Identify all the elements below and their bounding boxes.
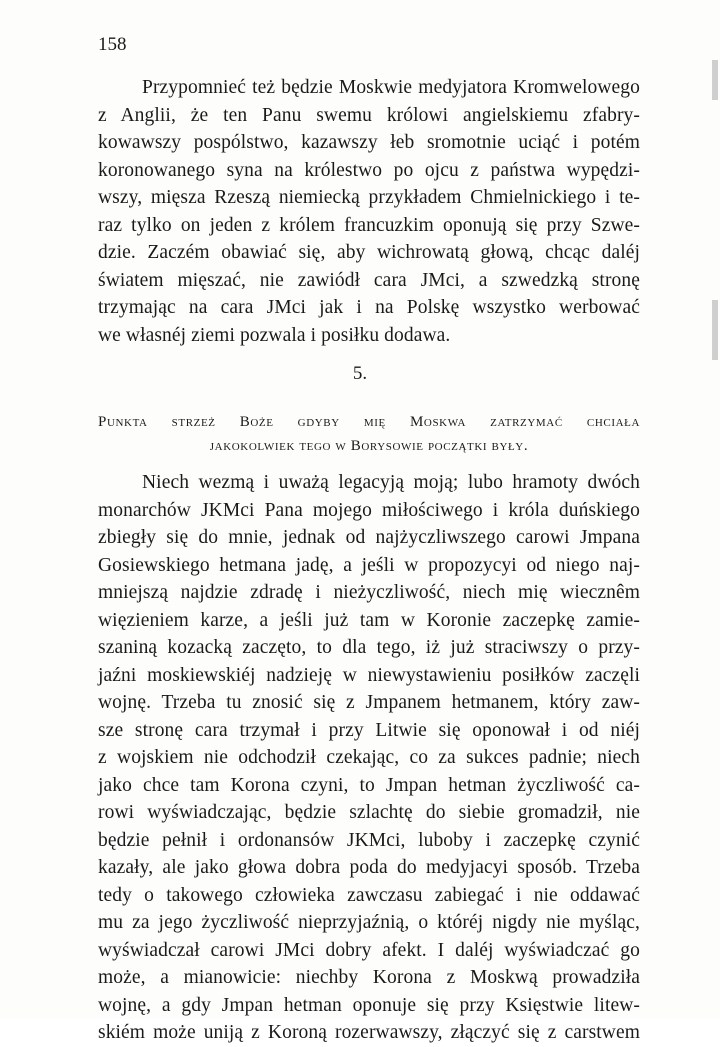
text-line: Gosiewskiego hetmana jadę, a jeśli w propozycyi od niego naj- xyxy=(98,554,640,576)
text-line: trzymając na cara JMci jak i na Polskę wszystko werbować xyxy=(98,297,640,318)
text-line: zbiegły się do mnie, jednak od najżyczliwszego carowi Jmpana xyxy=(98,527,640,548)
section-heading xyxy=(98,410,640,458)
heading-line: jakokolwiek tego w Borysowie początki były. xyxy=(209,438,529,454)
heading-line: Punkta strzeż Boże gdyby mię Moskwa zatrzymać chciała xyxy=(98,414,640,430)
text-line: mu za jego życzliwość nieprzyjaźnią, o któréj nigdy nie myśląc, xyxy=(98,912,640,933)
text-line: Niech wezmą i uważą legacyją moją; lubo hramoty dwóch xyxy=(142,472,640,493)
text-line: wszy, mięsza Rzeszą niemiecką przykładem Chmielnickiego i te- xyxy=(98,187,640,208)
text-line: więzieniem karze, a jeśli już tam w Koronie zaczepkę zamie- xyxy=(98,609,640,631)
text-line: rowi wyświadczając, będzie szlachtę do siebie gromadził, nie xyxy=(98,802,640,823)
text-line: Przypomnieć też będzie Moskwie medyjatora Kromwelowego xyxy=(142,77,640,98)
text-line: z Anglii, że ten Panu swemu królowi angielskiemu zfabry- xyxy=(98,104,640,126)
text-line: monarchów JKMci Pana mojego miłościwego i króla duńskiego xyxy=(98,499,640,521)
text-line: kowawszy pospólstwo, kazawszy łeb sromotnie uciąć i potém xyxy=(98,132,640,153)
text-line: z wojskiem nie odchodził czekając, co za sukces padnie; niech xyxy=(98,747,640,768)
text-line: raz tylko on jeden z królem francuzkim oponują się przy Szwe- xyxy=(98,214,640,236)
text-line: jaźni moskiewskiéj nadzieję w niewystawieniu posiłków zaczęli xyxy=(98,664,640,686)
text-line: we własnéj ziemi pozwala i posiłku dodawa. xyxy=(98,324,451,346)
text-line: mniejszą najdzie zdradę i nieżyczliwość, niech mię wiecznêm xyxy=(98,582,640,603)
page-edge-shadow xyxy=(712,60,718,100)
text-line: koronowanego syna na królestwo po ojcu z państwa wypędzi- xyxy=(98,159,640,181)
text-line: wojnę. Trzeba tu znosić się z Jmpanem hetmanem, który zaw- xyxy=(98,692,640,713)
text-line: tedy o takowego człowieka zawczasu zabiegać i nie oddawać xyxy=(98,884,640,906)
text-line: skiém może uniją z Koroną rozerwawszy, złączyć się z carstwem xyxy=(98,1022,640,1043)
text-line: wyświadczał carowi JMci dobry afekt. I daléj wyświadczać go xyxy=(98,939,640,961)
text-line: światem mięszać, nie zawiódł cara JMci, a szwedzką stronę xyxy=(98,269,640,291)
text-line: będzie pełnił i ordonansów JKMci, luboby i zaczepkę czynić xyxy=(98,829,640,851)
text-line: jako chce tam Korona czyni, to Jmpan hetman życzliwość ca- xyxy=(98,774,640,796)
body-paragraph xyxy=(98,469,640,1047)
text-line: wojnę, a gdy Jmpan hetman oponuje się przy Księstwie litew- xyxy=(98,994,640,1016)
text-line: szaniną kozacką zaczęto, to dla tego, iż już straciwszy o przy- xyxy=(98,637,640,658)
intro-paragraph xyxy=(98,74,640,349)
text-line: może, a mianowicie: niechby Korona z Moskwą prowadziła xyxy=(98,967,640,988)
page-edge-shadow xyxy=(712,300,718,360)
text-line: kazały, ale jako głowa dobra poda do medyjacyi sposób. Trzeba xyxy=(98,857,640,878)
page-number: 158 xyxy=(98,34,127,55)
section-number: 5. xyxy=(352,363,368,384)
text-line: dzie. Zaczém obawiać się, aby wichrowatą głową, chcąc daléj xyxy=(98,242,640,263)
text-line: sze stronę cara trzymał i przy Litwie się oponował i od niéj xyxy=(98,719,640,741)
